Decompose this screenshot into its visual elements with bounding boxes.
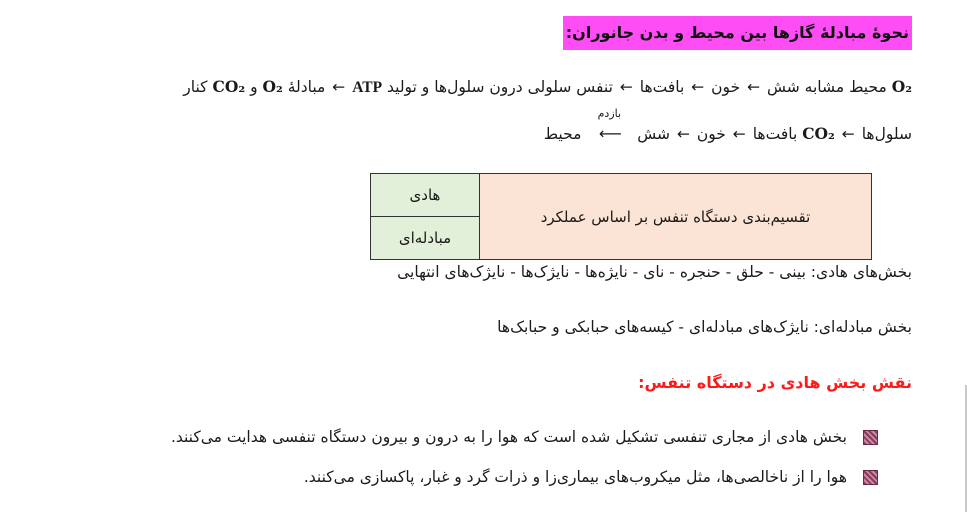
bullet-item: بخش هادی از مجاری تنفسی تشکیل شده است که هوا را به درون و بیرون دستگاه تنفسی هدایت می‌کنند.: [170, 428, 847, 446]
o2-formula: O₂: [891, 77, 912, 96]
conducting-role-heading: نقش بخش هادی در دستگاه تنفس:: [638, 373, 912, 392]
flow-text: محیط: [543, 125, 587, 143]
flow-text: سلول‌ها: [856, 125, 912, 143]
gas-exchange-flow-line-2: [543, 107, 912, 143]
bullet-icon: [863, 470, 878, 485]
left-arrow-icon: ←: [332, 78, 346, 96]
exchange-part-text: بخش مبادله‌ای: نایژک‌های مبادله‌ای - کیسه‌های حبابکی و حبابک‌ها: [497, 318, 912, 336]
exhale-arrow: [586, 107, 632, 143]
flow-text: محیط مشابه شش: [762, 78, 892, 96]
left-arrow-icon: ←: [691, 78, 705, 96]
flow-text: بافت‌ها: [634, 78, 690, 96]
flow-text: تنفس سلولی درون سلول‌ها و تولید: [382, 78, 618, 96]
conducting-cell: هادی: [371, 174, 480, 217]
atp-formula: ATP: [352, 79, 383, 96]
respiratory-system-division-table: [370, 173, 872, 260]
o2-formula: O₂: [262, 77, 283, 96]
flow-text: و: [245, 78, 263, 96]
left-arrow-icon: ←: [747, 78, 761, 96]
flow-text: مبادلهٔ: [282, 78, 331, 96]
left-arrow-icon: ←: [732, 125, 746, 143]
co2-formula: CO₂: [802, 124, 835, 143]
left-arrow-icon: ←: [841, 125, 855, 143]
flow-text: بافت‌ها: [747, 125, 803, 143]
division-title-cell: تقسیم‌بندی دستگاه تنفس بر اساس عملکرد: [480, 174, 872, 260]
exchange-cell: مبادله‌ای: [371, 217, 480, 260]
flow-text: خون: [691, 125, 731, 143]
exhale-label: بازدم: [597, 107, 622, 120]
long-left-arrow-icon: ⟵: [598, 124, 620, 143]
co2-formula: CO₂: [212, 77, 246, 96]
flow-text: خون: [706, 78, 746, 96]
section-heading: نحوهٔ مبادلهٔ گازها بین محیط و بدن جانوران:: [563, 16, 912, 50]
conducting-parts-text: بخش‌های هادی: بینی - حلق - حنجره - نای - نایژه‌ها - نایژک‌ها - نایژک‌های انتهایی: [397, 263, 912, 281]
flow-text: شش: [632, 125, 675, 143]
left-arrow-icon: ←: [676, 125, 690, 143]
bullet-icon: [863, 430, 878, 445]
flow-text: کنار: [183, 78, 213, 96]
left-arrow-icon: ←: [619, 78, 633, 96]
bullet-item: هوا را از ناخالصی‌ها، مثل میکروب‌های بیماری‌زا و ذرات گرد و غبار، پاکسازی می‌کنند.: [303, 468, 847, 486]
gas-exchange-flow-line-1: [183, 77, 912, 97]
